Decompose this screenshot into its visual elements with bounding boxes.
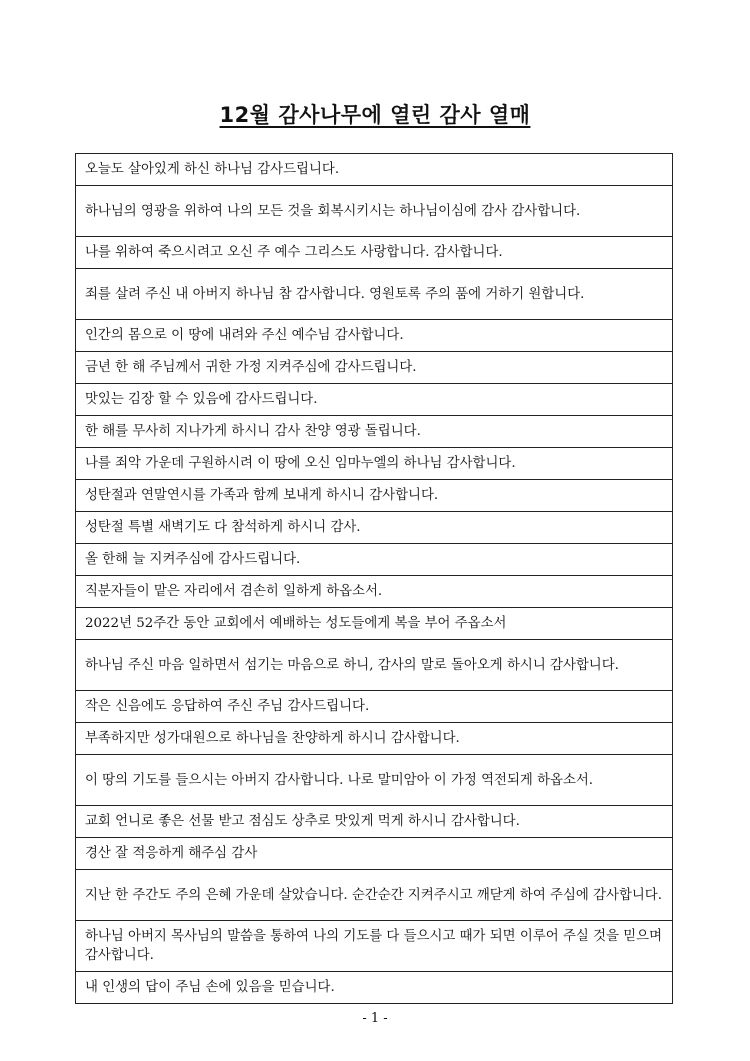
entry-cell: 작은 신음에도 응답하여 주신 주님 감사드립니다. bbox=[76, 691, 673, 723]
table-row bbox=[76, 512, 673, 544]
entry-cell: 성탄절 특별 새벽기도 다 참석하게 하시니 감사. bbox=[76, 512, 673, 544]
table-row bbox=[76, 237, 673, 269]
table-row bbox=[76, 576, 673, 608]
entry-cell: 하나님 아버지 목사님의 말씀을 통하여 나의 기도를 다 들으시고 때가 되면 이루어 주실 것을 믿으며 감사합니다. bbox=[76, 921, 673, 972]
entry-cell: 내 인생의 답이 주님 손에 있음을 믿습니다. bbox=[76, 972, 673, 1004]
table-row bbox=[76, 448, 673, 480]
entry-cell: 한 해를 무사히 지나가게 하시니 감사 찬양 영광 돌립니다. bbox=[76, 416, 673, 448]
entry-cell: 2022년 52주간 동안 교회에서 예배하는 성도들에게 복을 부어 주옵소서 bbox=[76, 608, 673, 640]
table-row bbox=[76, 269, 673, 320]
entry-cell: 경산 잘 적응하게 해주심 감사 bbox=[76, 838, 673, 870]
table-row bbox=[76, 154, 673, 186]
table-row bbox=[76, 320, 673, 352]
table-row bbox=[76, 384, 673, 416]
table-row bbox=[76, 544, 673, 576]
entry-cell: 인간의 몸으로 이 땅에 내려와 주신 예수님 감사합니다. bbox=[76, 320, 673, 352]
table-row bbox=[76, 608, 673, 640]
table-row bbox=[76, 186, 673, 237]
page-number: - 1 - bbox=[362, 1011, 388, 1026]
entry-cell: 나를 죄악 가운데 구원하시려 이 땅에 오신 임마누엘의 하나님 감사합니다. bbox=[76, 448, 673, 480]
table-row bbox=[76, 838, 673, 870]
table-row bbox=[76, 921, 673, 972]
table-row bbox=[76, 755, 673, 806]
table-row bbox=[76, 480, 673, 512]
entry-cell: 성탄절과 연말연시를 가족과 함께 보내게 하시니 감사합니다. bbox=[76, 480, 673, 512]
table-row bbox=[76, 972, 673, 1004]
entry-cell: 지난 한 주간도 주의 은혜 가운데 살았습니다. 순간순간 지켜주시고 깨닫게 하여 주심에 감사합니다. bbox=[76, 870, 673, 921]
entry-cell: 오늘도 살아있게 하신 하나님 감사드립니다. bbox=[76, 154, 673, 186]
table-row bbox=[76, 691, 673, 723]
entry-cell: 하나님 주신 마음 일하면서 섬기는 마음으로 하니, 감사의 말로 돌아오게 하시니 감사합니다. bbox=[76, 640, 673, 691]
table-row bbox=[76, 806, 673, 838]
table-row bbox=[76, 640, 673, 691]
entry-cell: 교회 언니로 좋은 선물 받고 점심도 상추로 맛있게 먹게 하시니 감사합니다. bbox=[76, 806, 673, 838]
entry-cell: 이 땅의 기도를 들으시는 아버지 감사합니다. 나로 말미암아 이 가정 역전되게 하옵소서. bbox=[76, 755, 673, 806]
entry-cell: 맛있는 김장 할 수 있음에 감사드립니다. bbox=[76, 384, 673, 416]
entry-cell: 올 한해 늘 지켜주심에 감사드립니다. bbox=[76, 544, 673, 576]
table-row bbox=[76, 723, 673, 755]
table-row bbox=[76, 352, 673, 384]
table-row bbox=[76, 416, 673, 448]
entry-cell: 금년 한 해 주님께서 귀한 가정 지켜주심에 감사드립니다. bbox=[76, 352, 673, 384]
entry-cell: 나를 위하여 죽으시려고 오신 주 예수 그리스도 사랑합니다. 감사합니다. bbox=[76, 237, 673, 269]
table-row bbox=[76, 870, 673, 921]
page-title-text: 12월 감사나무에 열린 감사 열매 bbox=[219, 103, 531, 127]
entry-cell: 죄를 살려 주신 내 아버지 하나님 참 감사합니다. 영원토록 주의 품에 거하기 원합니다. bbox=[76, 269, 673, 320]
entry-cell: 부족하지만 성가대원으로 하나님을 찬양하게 하시니 감사합니다. bbox=[76, 723, 673, 755]
thanks-entries-table bbox=[75, 153, 673, 1004]
entry-cell: 하나님의 영광을 위하여 나의 모든 것을 회복시키시는 하나님이심에 감사 감사합니다. bbox=[76, 186, 673, 237]
page-title bbox=[0, 100, 750, 130]
entry-cell: 직분자들이 맡은 자리에서 겸손히 일하게 하옵소서. bbox=[76, 576, 673, 608]
